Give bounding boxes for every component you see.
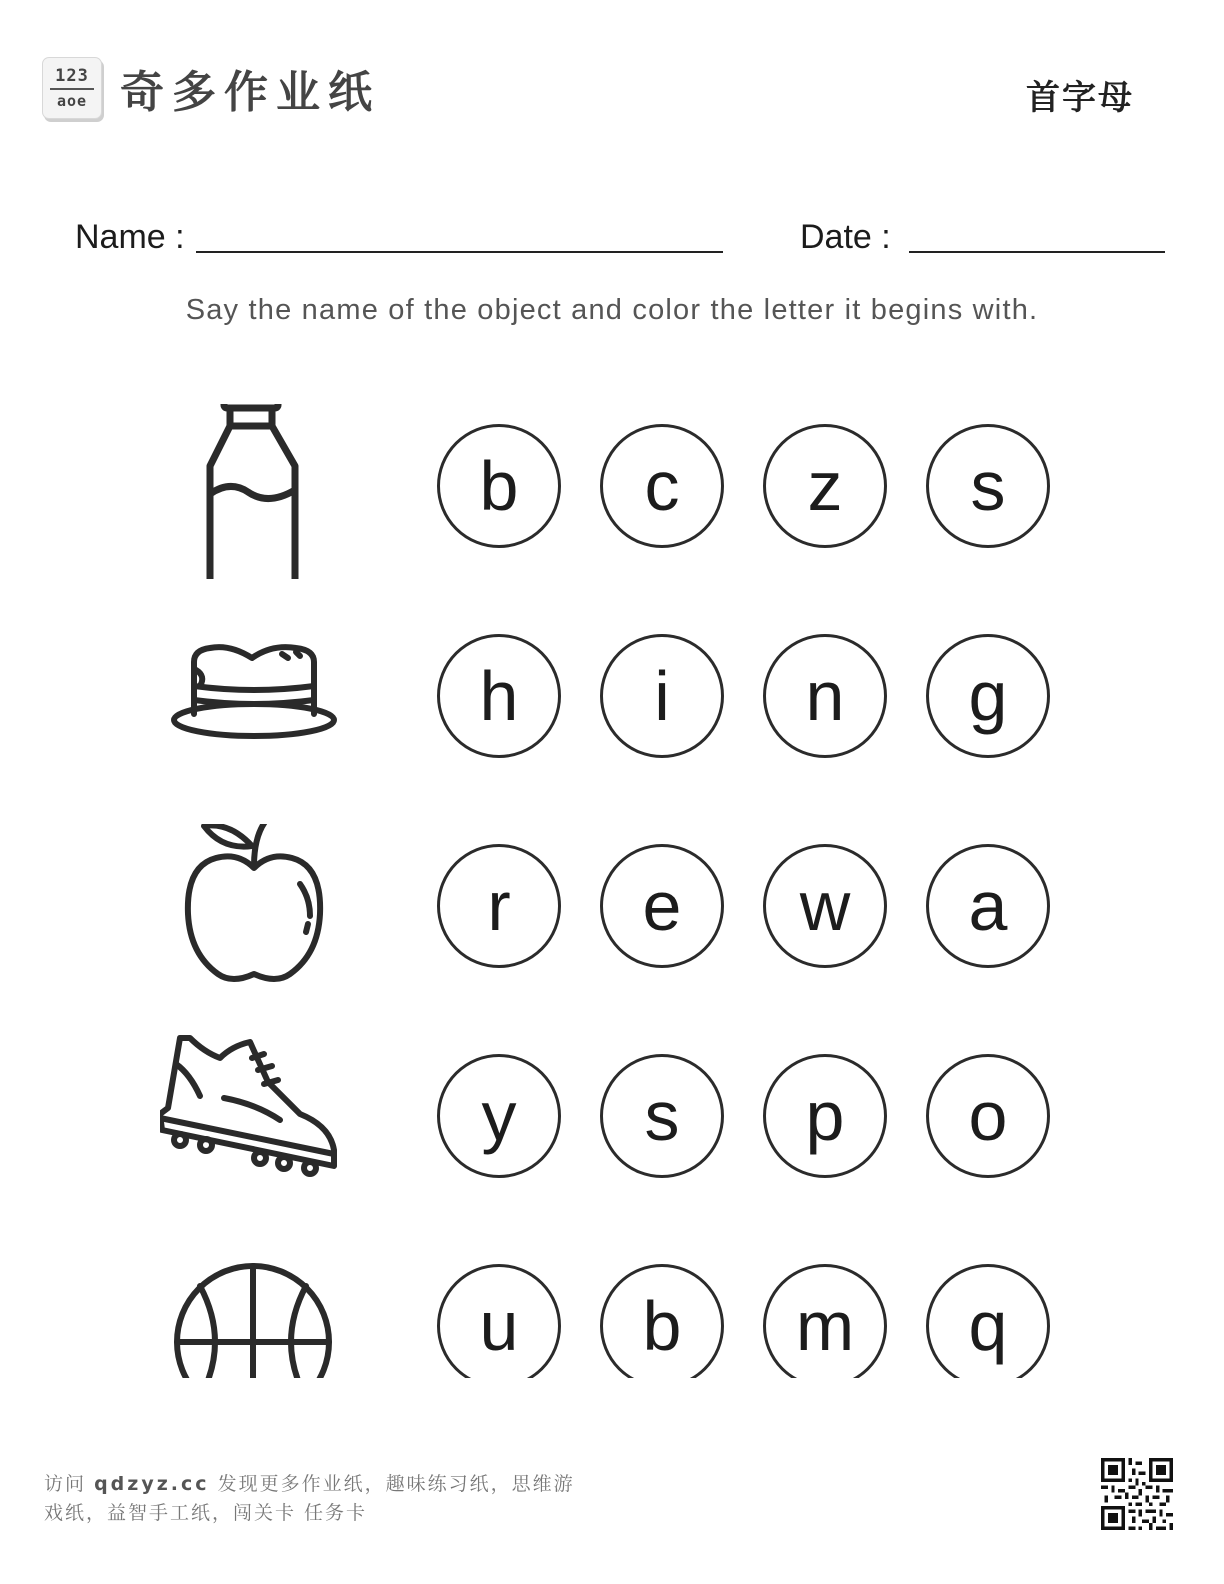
letter-circle[interactable]: s bbox=[926, 424, 1050, 548]
logo-badge-line1: 123 bbox=[55, 66, 89, 86]
letter-circle[interactable]: p bbox=[763, 1054, 887, 1178]
letter-circle[interactable]: a bbox=[926, 844, 1050, 968]
worksheet-row bbox=[0, 1264, 1224, 1378]
basketball-icon bbox=[160, 1244, 345, 1378]
date-field-line[interactable] bbox=[909, 251, 1165, 253]
brand-logo bbox=[42, 56, 380, 120]
letter-circle[interactable]: i bbox=[600, 634, 724, 758]
instruction-text: Say the name of the object and color the letter it begins with. bbox=[185, 294, 1039, 326]
worksheet-row bbox=[0, 424, 1224, 554]
letter-circle[interactable]: n bbox=[763, 634, 887, 758]
bottle-icon bbox=[160, 404, 345, 579]
footer-text1: 发现更多作业纸，趣味练习纸，思维游 bbox=[217, 1473, 575, 1495]
logo-badge-icon bbox=[42, 57, 102, 119]
letter-circle[interactable]: r bbox=[437, 844, 561, 968]
letter-circle[interactable]: h bbox=[437, 634, 561, 758]
letter-circle[interactable]: g bbox=[926, 634, 1050, 758]
logo-badge-line2: aoe bbox=[56, 92, 88, 110]
qr-code-icon bbox=[1101, 1458, 1173, 1530]
letter-circle[interactable]: u bbox=[437, 1264, 561, 1378]
letter-circle[interactable]: q bbox=[926, 1264, 1050, 1378]
worksheet-row bbox=[0, 634, 1224, 764]
worksheet-topic: 首字母 bbox=[1026, 78, 1134, 118]
name-field-line[interactable] bbox=[196, 251, 723, 253]
letter-circle[interactable]: s bbox=[600, 1054, 724, 1178]
footer-text2: 戏纸，益智手工纸，闯关卡 任务卡 bbox=[44, 1502, 368, 1524]
apple-icon bbox=[160, 824, 345, 999]
worksheet-row bbox=[0, 1054, 1224, 1184]
worksheet-row bbox=[0, 844, 1224, 974]
worksheet-rows bbox=[0, 380, 1224, 1378]
letter-circle[interactable]: y bbox=[437, 1054, 561, 1178]
footer-site-link[interactable]: qdzyz.cc bbox=[94, 1473, 210, 1495]
letter-circle[interactable]: b bbox=[437, 424, 561, 548]
letter-circle[interactable]: w bbox=[763, 844, 887, 968]
letter-circle[interactable]: z bbox=[763, 424, 887, 548]
footer-note bbox=[44, 1470, 604, 1528]
brand-name: 奇多作业纸 bbox=[120, 67, 380, 118]
date-label: Date : bbox=[800, 218, 891, 256]
letter-circle[interactable]: e bbox=[600, 844, 724, 968]
letter-circle[interactable]: b bbox=[600, 1264, 724, 1378]
letter-circle[interactable]: o bbox=[926, 1054, 1050, 1178]
hat-icon bbox=[160, 614, 345, 789]
footer-prefix: 访问 bbox=[44, 1473, 87, 1495]
letter-circle[interactable]: c bbox=[600, 424, 724, 548]
letter-circle[interactable]: m bbox=[763, 1264, 887, 1378]
footer-line1 bbox=[44, 1470, 604, 1499]
name-label: Name : bbox=[75, 218, 185, 256]
shoe-icon bbox=[160, 1034, 345, 1209]
